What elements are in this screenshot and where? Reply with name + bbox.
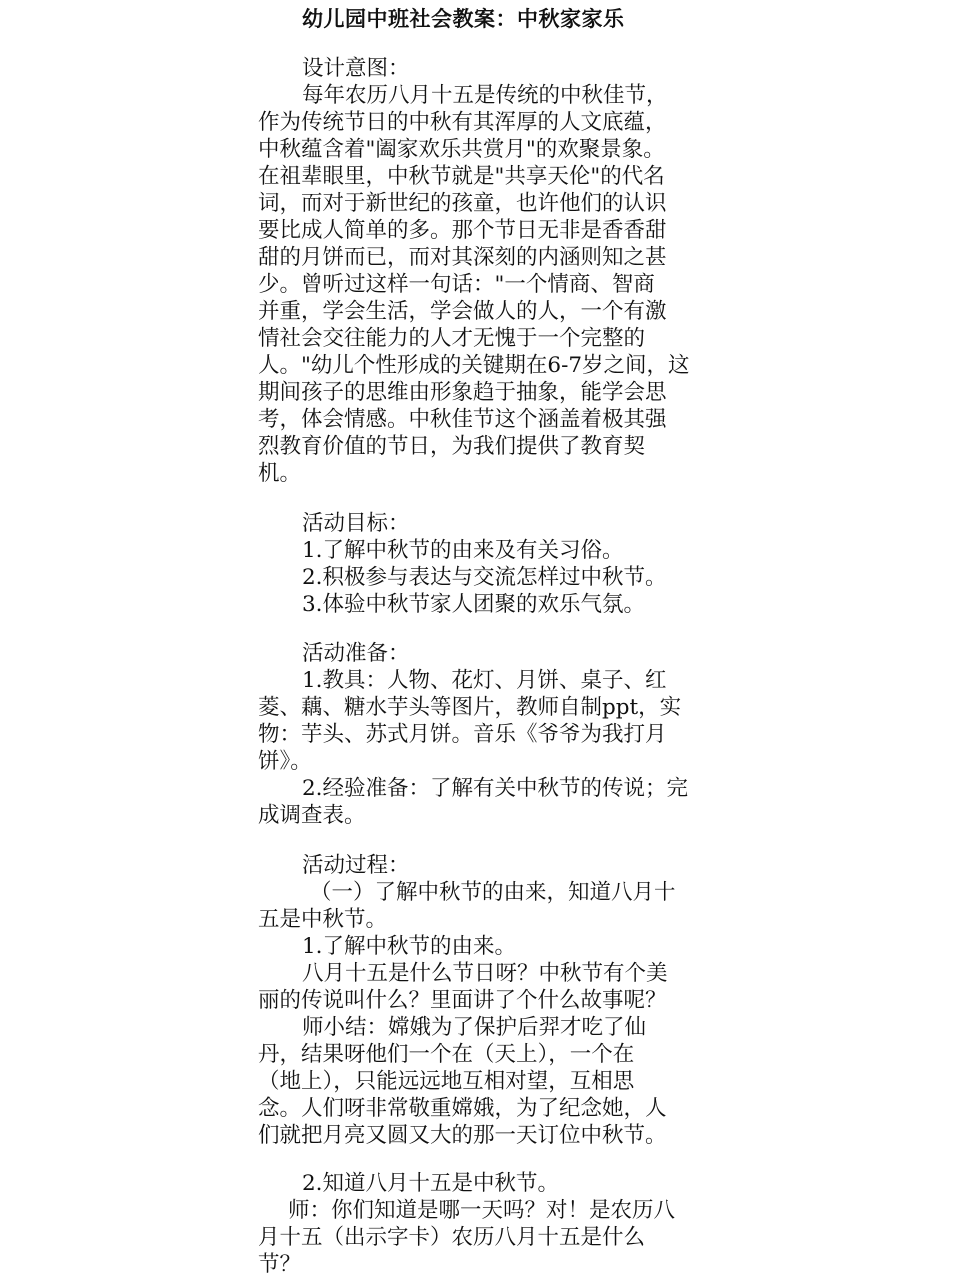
text-line: 作为传统节日的中秋有其浑厚的人文底蕴， xyxy=(258,110,667,135)
text-line: （地上），只能远远地互相对望，互相思 xyxy=(258,1069,635,1094)
text-line: 活动过程： xyxy=(302,853,410,878)
text-line: 1.了解中秋节的由来及有关习俗。 xyxy=(302,538,624,563)
text-line: 2.知道八月十五是中秋节。 xyxy=(302,1171,560,1196)
document-title: 幼儿园中班社会教案：中秋家家乐 xyxy=(302,7,625,31)
text-line: 师小结：嫦娥为了保护后羿才吃了仙 xyxy=(302,1015,647,1040)
text-line: 要比成人简单的多。那个节日无非是香香甜 xyxy=(258,218,667,243)
text-line: 饼》。 xyxy=(258,749,312,774)
text-line: 菱、藕、糖水芋头等图片，教师自制ppt，实 xyxy=(258,695,682,720)
text-line: 人。"幼儿个性形成的关键期在6-7岁之间，这 xyxy=(258,353,690,378)
text-line: 并重，学会生活，学会做人的人，一个有激 xyxy=(258,299,667,324)
text-line: 丽的传说叫什么？里面讲了个什么故事呢？ xyxy=(258,988,667,1013)
text-line: 活动准备： xyxy=(302,641,410,666)
text-line: 烈教育价值的节日，为我们提供了教育契 xyxy=(258,434,646,459)
text-line: 考，体会情感。中秋佳节这个涵盖着极其强 xyxy=(258,407,667,432)
text-line: 每年农历八月十五是传统的中秋佳节， xyxy=(302,83,668,108)
text-line: 甜的月饼而已，而对其深刻的内涵则知之甚 xyxy=(258,245,667,270)
text-line: 月十五（出示字卡）农历八月十五是什么 xyxy=(258,1225,646,1250)
text-line: 成调查表。 xyxy=(258,803,366,828)
text-line: 设计意图： xyxy=(302,56,410,81)
document-page xyxy=(258,0,718,1280)
text-line: 中秋蕴含着"阖家欢乐共赏月"的欢聚景象。 xyxy=(258,137,665,162)
text-line: 们就把月亮又圆又大的那一天订位中秋节。 xyxy=(258,1123,667,1148)
text-line: 节？ xyxy=(258,1252,302,1277)
text-line: 物：芋头、苏式月饼。音乐《爷爷为我打月 xyxy=(258,722,667,747)
text-line: 丹，结果呀他们一个在（天上），一个在 xyxy=(258,1042,635,1067)
text-line: 在祖辈眼里，中秋节就是"共享天伦"的代名 xyxy=(258,164,665,189)
text-line: 2.积极参与表达与交流怎样过中秋节。 xyxy=(302,565,667,590)
text-line: 师：你们知道是哪一天吗？对！是农历八 xyxy=(288,1198,676,1223)
text-line: 3.体验中秋节家人团聚的欢乐气氛。 xyxy=(302,592,646,617)
text-line: 机。 xyxy=(258,461,302,486)
text-line: 2.经验准备：了解有关中秋节的传说；完 xyxy=(302,776,689,801)
text-line: 八月十五是什么节日呀？中秋节有个美 xyxy=(302,961,668,986)
text-line: （一）了解中秋节的由来，知道八月十 xyxy=(310,880,676,905)
text-line: 念。人们呀非常敬重嫦娥，为了纪念她，人 xyxy=(258,1096,667,1121)
text-line: 五是中秋节。 xyxy=(258,907,388,932)
text-line: 期间孩子的思维由形象趋于抽象，能学会思 xyxy=(258,380,667,405)
text-line: 词，而对于新世纪的孩童，也许他们的认识 xyxy=(258,191,667,216)
text-line: 1.了解中秋节的由来。 xyxy=(302,934,517,959)
text-line: 少。曾听过这样一句话："一个情商、智商 xyxy=(258,272,655,297)
text-line: 活动目标： xyxy=(302,511,410,536)
text-line: 1.教具：人物、花灯、月饼、桌子、红 xyxy=(302,668,667,693)
text-line: 情社会交往能力的人才无愧于一个完整的 xyxy=(258,326,646,351)
